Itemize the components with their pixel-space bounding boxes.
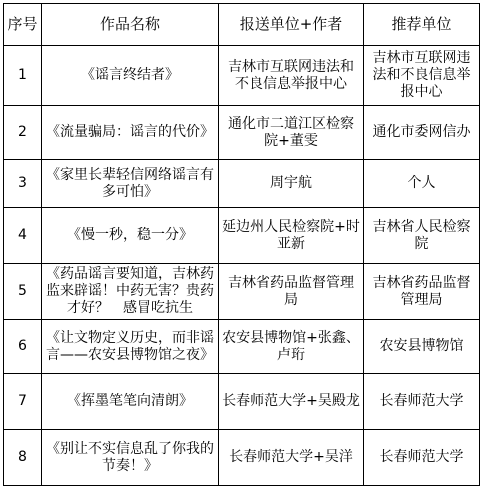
cell-number: 7 (4, 374, 42, 430)
table-row (4, 160, 480, 208)
cell-recommender: 长春师范大学 (364, 430, 480, 486)
header-recommender: 推荐单位 (364, 4, 480, 46)
header-submitter: 报送单位+作者 (219, 4, 364, 46)
cell-submitter: 吉林市互联网违法和不良信息举报中心 (219, 46, 364, 106)
cell-title: 《家里长辈轻信网络谣言有多可怕》 (42, 160, 219, 208)
cell-submitter: 长春师范大学+吴洋 (219, 430, 364, 486)
cell-title: 《让文物定义历史，而非谣言——农安县博物馆之夜》 (42, 320, 219, 374)
table-row (4, 264, 480, 320)
cell-recommender: 通化市委网信办 (364, 106, 480, 160)
cell-submitter: 农安县博物馆+张鑫、卢珩 (219, 320, 364, 374)
table-row (4, 430, 480, 486)
cell-title: 《药品谣言要知道，吉林药监来辟谣！中药无害？贵药才好？ 感冒吃抗生 (42, 264, 219, 320)
cell-number: 2 (4, 106, 42, 160)
header-row (4, 4, 480, 46)
cell-title: 《流量骗局：谣言的代价》 (42, 106, 219, 160)
table-row (4, 320, 480, 374)
cell-submitter: 周宇航 (219, 160, 364, 208)
cell-number: 3 (4, 160, 42, 208)
cell-recommender: 个人 (364, 160, 480, 208)
table-row (4, 106, 480, 160)
header-title: 作品名称 (42, 4, 219, 46)
table-row (4, 374, 480, 430)
cell-number: 5 (4, 264, 42, 320)
cell-recommender: 长春师范大学 (364, 374, 480, 430)
cell-recommender: 吉林省药品监督管理局 (364, 264, 480, 320)
cell-title: 《慢一秒，稳一分》 (42, 208, 219, 264)
header-number: 序号 (4, 4, 42, 46)
entries-table (3, 3, 480, 486)
cell-recommender: 吉林市互联网违法和不良信息举报中心 (364, 46, 480, 106)
cell-recommender: 吉林省人民检察院 (364, 208, 480, 264)
table-row (4, 208, 480, 264)
cell-title: 《挥墨笔笔向清朗》 (42, 374, 219, 430)
cell-submitter: 吉林省药品监督管理局 (219, 264, 364, 320)
cell-title: 《谣言终结者》 (42, 46, 219, 106)
cell-number: 6 (4, 320, 42, 374)
table-row (4, 46, 480, 106)
cell-title: 《别让不实信息乱了你我的节奏！》 (42, 430, 219, 486)
cell-submitter: 通化市二道江区检察院+董雯 (219, 106, 364, 160)
cell-number: 8 (4, 430, 42, 486)
cell-number: 1 (4, 46, 42, 106)
cell-number: 4 (4, 208, 42, 264)
cell-recommender: 农安县博物馆 (364, 320, 480, 374)
cell-submitter: 长春师范大学+吴殿龙 (219, 374, 364, 430)
cell-submitter: 延边州人民检察院+时亚新 (219, 208, 364, 264)
